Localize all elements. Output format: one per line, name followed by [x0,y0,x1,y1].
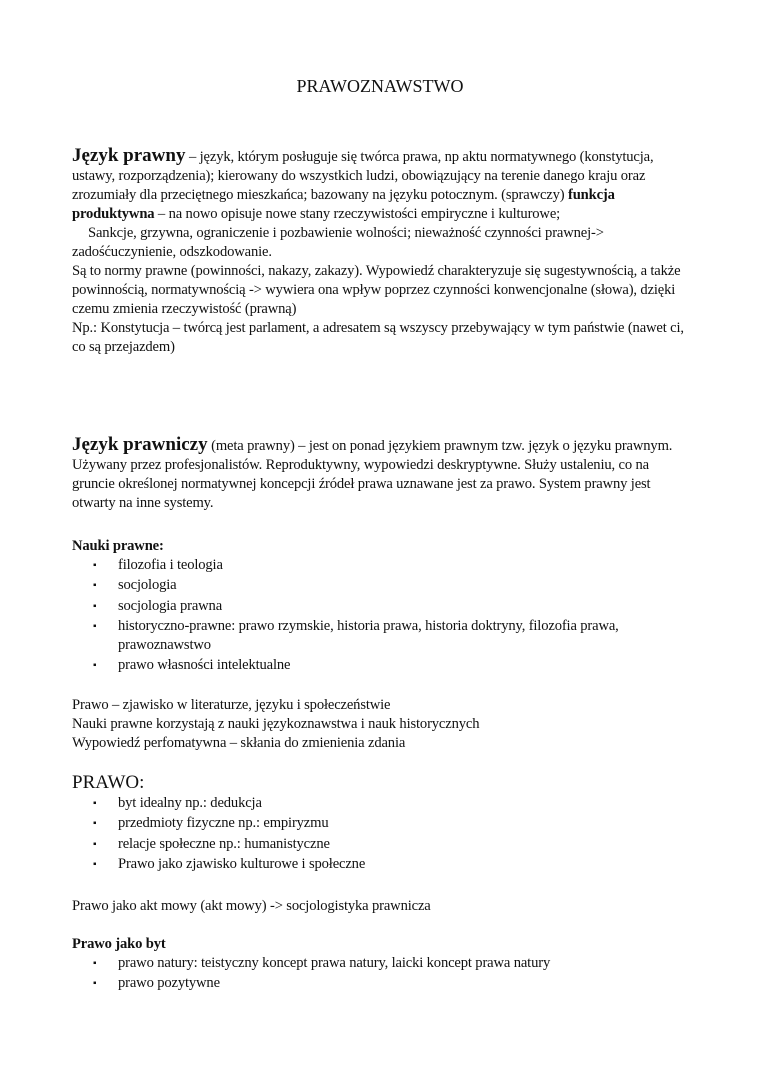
jezyk-prawny-heading: Język prawny [72,145,186,166]
text-line: Wypowiedź perfomatywna – skłania do zmienienia zdania [72,735,406,751]
list-item: ▪ prawo pozytywne [72,974,690,993]
list-item: ▪ Prawo jako zjawisko kulturowe i społeczne [72,855,690,874]
jezyk-prawny-definition [72,146,690,224]
list-item: ▪ prawo własności intelektualne [72,656,690,675]
funkcja-produktywna-term: funkcja produktywna [72,187,615,222]
akt-mowy-line: Prawo jako akt mowy (akt mowy) -> socjologistyka prawnicza [72,898,431,914]
section-prawo-lines [72,696,690,753]
jezyk-prawniczy-text: (meta prawny) – jest on ponad językiem prawnym tzw. język o języku prawnym. Używany przez profesjonalistów. Reproduktywny, wypowiedzi deskryptywne. Służy ustaleniu, co na gruncie określonej normatywnej koncepcji źródeł prawa uznawane jest za prawo. System prawny jest otwarty na inne systemy. [72,438,673,511]
list-item: ▪ socjologia prawna [72,597,690,616]
sankcje-paragraph: Sankcje, grzywna, ograniczenie i pozbawienie wolności; nieważność czynności prawnej-> zadośćuczynienie, odszkodowanie. [72,225,604,260]
prawo-jako-byt-list [72,954,690,993]
list-item: ▪ przedmioty fizyczne np.: empiryzmu [72,814,690,833]
text-line: Prawo – zjawisko w literaturze, języku i społeczeństwie [72,697,391,713]
prawo-heading: PRAWO: [72,772,145,793]
prawo-list [72,794,690,874]
section-jezyk-prawniczy [72,435,690,513]
section-prawo [72,773,690,875]
jezyk-prawniczy-definition [72,435,690,513]
section-jezyk-prawny [72,146,690,357]
list-item: ▪ filozofia i teologia [72,556,690,575]
nauki-prawne-list [72,556,690,675]
normy-paragraph: Są to normy prawne (powinności, nakazy, zakazy). Wypowiedź charakteryzuje się sugestywnością, a także powinnością, normatywnością -> wywiera ona wpływ poprzez czynności konwencjonalne (słowa), dzięki czemu zmienia rzeczywistość (prawną) [72,263,681,317]
konstytucja-paragraph: Np.: Konstytucja – twórcą jest parlament, a adresatem są wszyscy przebywający w tym państwie (nawet ci, co są przejazdem) [72,320,684,355]
nauki-prawne-heading: Nauki prawne: [72,538,164,554]
list-item: ▪ byt idealny np.: dedukcja [72,794,690,813]
jezyk-prawniczy-heading: Język prawniczy [72,434,208,455]
section-akt-mowy [72,897,690,916]
section-nauki-prawne [72,537,690,676]
list-item: ▪ historyczno-prawne: prawo rzymskie, historia prawa, historia doktryny, filozofia prawa, prawoznawstwo [72,617,690,655]
list-item: ▪ relacje społeczne np.: humanistyczne [72,835,690,854]
text-line: Nauki prawne korzystają z nauki językoznawstwa i nauk historycznych [72,716,480,732]
jezyk-prawny-text-a: – język, którym posługuje się twórca prawa, np aktu normatywnego (konstytucja, ustawy, rozporządzenia); kierowany do wszystkich ludzi, obowiązujący na terenie danego kraju oraz zrozumiały dla przeciętnego mieszkańca; bazowany na języku potocznym. (sprawczy) [72,149,654,203]
list-item: ▪ socjologia [72,576,690,595]
page-title: PRAWOZNAWSTWO [296,76,464,96]
prawo-jako-byt-heading: Prawo jako byt [72,936,166,952]
jezyk-prawny-text-b: – na nowo opisuje nowe stany rzeczywistości empiryczne i kulturowe; [154,206,561,222]
section-prawo-jako-byt [72,935,690,995]
list-item: ▪ prawo natury: teistyczny koncept prawa natury, laicki koncept prawa natury [72,954,690,973]
